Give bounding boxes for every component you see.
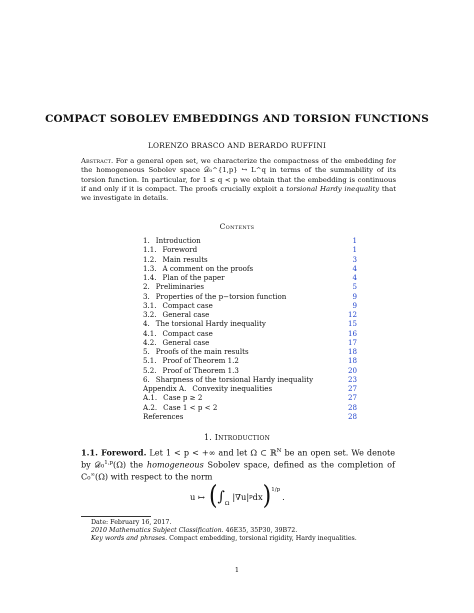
toc-entry[interactable]	[143, 319, 357, 328]
toc-entry[interactable]	[143, 245, 357, 254]
toc-entry-title: Proofs of the main results	[155, 347, 249, 356]
toc-entry[interactable]	[143, 412, 357, 421]
toc-entry[interactable]	[143, 264, 357, 273]
toc-entry[interactable]	[143, 236, 357, 245]
footnote-rule	[81, 516, 151, 517]
eq-left-paren: (	[208, 481, 218, 512]
foreword-text-4: Sobolev space, defined as the completion of C₀	[81, 459, 395, 482]
abstract-emph: torsional Hardy inequality	[286, 184, 380, 193]
foreword-text-1: Let 1 < p < +∞ and let Ω ⊂ ℝ	[146, 447, 277, 458]
foreword-sup-1p: 1,p	[104, 460, 114, 467]
eq-sub: Ω	[224, 501, 230, 507]
footnote-kw-text: Compact embedding, torsional rigidity, Hardy inequalities.	[167, 535, 357, 543]
toc-entry-number: 1.3.	[143, 263, 157, 273]
toc-entry[interactable]	[143, 301, 357, 310]
toc-entry-title: Preliminaries	[155, 282, 204, 292]
toc-entry-number: A.2.	[143, 402, 158, 412]
toc-entry[interactable]	[143, 338, 357, 347]
toc-entry[interactable]	[143, 347, 357, 356]
abstract	[81, 157, 396, 203]
toc-entry-page-link[interactable]: 17	[347, 337, 357, 347]
foreword-text-3: (Ω) the	[113, 459, 147, 470]
toc-entry-title: Sharpness of the torsional Hardy inequality	[155, 374, 314, 384]
toc-entry-title: Convexity inequalities	[192, 384, 273, 393]
toc-entry-title: Foreword	[162, 245, 198, 255]
toc-entry[interactable]	[143, 366, 357, 375]
toc-entry-title: Proof of Theorem 1.2	[162, 356, 239, 366]
foreword-sup-inf: ∞	[90, 472, 96, 479]
toc-entry-page-link[interactable]: 27	[347, 393, 357, 403]
foreword-emph: homogeneous	[146, 459, 204, 470]
toc-entry-number: 1.4.	[143, 273, 157, 282]
toc-entry-title: Proof of Theorem 1.3	[162, 365, 239, 375]
toc-entry-title: Case p ≥ 2	[163, 393, 203, 403]
toc-entry[interactable]	[143, 384, 357, 393]
toc-entry-page-link[interactable]: 1	[352, 236, 357, 245]
toc-entry-number: 6.	[143, 374, 150, 384]
eq-integrand: |∇u|	[232, 492, 250, 502]
toc-entry-title: A comment on the proofs	[162, 263, 254, 273]
toc-entry-number: A.1.	[143, 393, 158, 403]
paper-title: COMPACT SOBOLEV EMBEDDINGS AND TORSION FUNCTIONS	[45, 113, 429, 125]
toc-entry-page-link[interactable]: 28	[347, 402, 357, 412]
toc-entry-title: Case 1 < p < 2	[163, 402, 218, 412]
toc-entry[interactable]	[143, 375, 357, 384]
toc-entry-number: 3.	[143, 291, 150, 301]
toc-entry-page-link[interactable]: 9	[352, 300, 357, 310]
toc-entry-title: Main results	[162, 254, 208, 264]
footnote-msc-codes: 46E35, 35P30, 39B72.	[223, 527, 298, 535]
display-equation	[190, 482, 285, 512]
footnote-msc	[81, 527, 401, 535]
eq-lhs: u ↦	[190, 492, 205, 502]
toc-entry-title: Plan of the paper	[162, 273, 225, 282]
eq-dx: dx	[252, 492, 263, 502]
toc-entry-number: 5.	[143, 347, 150, 356]
authors: LORENZO BRASCO AND BERARDO RUFFINI	[147, 141, 327, 150]
foreword-text-5: (Ω) with respect to the norm	[95, 471, 213, 482]
toc-entry-page-link[interactable]: 12	[347, 310, 357, 319]
toc-entry-number: 3.1.	[143, 300, 157, 310]
section-number: 1.	[203, 433, 213, 442]
toc-entry-page-link[interactable]: 20	[347, 365, 357, 375]
toc-entry-page-link[interactable]: 4	[352, 263, 357, 273]
toc-entry-number: 1.1.	[143, 245, 157, 255]
section-heading	[0, 433, 474, 442]
toc-entry-page-link[interactable]: 16	[347, 328, 357, 338]
toc-entry-page-link[interactable]: 3	[352, 254, 357, 264]
toc-entry-page-link[interactable]: 1	[352, 245, 357, 255]
toc-entry-title: Properties of the p−torsion function	[155, 291, 287, 301]
toc-entry-title: General case	[162, 337, 210, 347]
section-title: Introduction	[214, 433, 271, 442]
toc-entry-title: Compact case	[162, 328, 213, 338]
toc-entry-number: 1.	[143, 236, 150, 245]
toc-entry-page-link[interactable]: 18	[347, 356, 357, 366]
toc-entry-title: Compact case	[162, 300, 213, 310]
toc-entry-page-link[interactable]: 15	[347, 319, 357, 329]
toc-entry-page-link[interactable]: 5	[352, 282, 357, 292]
footnote-kw-label: Key words and phrases.	[91, 535, 168, 543]
footnote-date: Date: February 16, 2017.	[91, 519, 172, 526]
toc-entry-number: 2.	[143, 282, 150, 292]
foreword-paragraph	[81, 446, 395, 482]
foreword-text-2: be an open set. We denote by 𝒟₀	[81, 447, 395, 470]
eq-power: p	[249, 494, 253, 500]
toc-entry-number: Appendix A.	[143, 384, 187, 393]
toc-entry-number: 4.2.	[143, 337, 157, 347]
toc-entry-page-link[interactable]: 9	[352, 291, 357, 301]
abstract-text-2: in terms of the summability of its torsion function. In particular, for 1 ≤ q < p we obtain that the embedding is continuous if and only if it is compact. The proofs crucially exploit a	[81, 166, 396, 193]
abstract-space: 𝒟₀^{1,p} ↪ L^q	[203, 166, 266, 175]
toc-entry[interactable]	[143, 403, 357, 412]
toc-entry-page-link[interactable]: 18	[347, 347, 357, 356]
footnotes	[81, 519, 401, 543]
toc-entry[interactable]	[143, 329, 357, 338]
toc-entry-page-link[interactable]: 23	[347, 374, 357, 384]
page-number: 1	[234, 566, 240, 574]
toc-entry[interactable]	[143, 273, 357, 282]
contents-heading: Contents	[219, 222, 255, 231]
toc-entry-title: References	[143, 411, 184, 421]
toc-entry[interactable]	[143, 255, 357, 264]
eq-outer-exp: 1/p	[271, 487, 281, 493]
toc-entry[interactable]	[143, 310, 357, 319]
toc-entry[interactable]	[143, 393, 357, 402]
toc-entry[interactable]	[143, 282, 357, 291]
eq-end: .	[282, 492, 285, 502]
foreword-sup-n: N	[276, 448, 282, 454]
eq-right-paren: )	[262, 481, 272, 512]
toc-entry[interactable]	[143, 356, 357, 365]
toc-entry-title: Introduction	[155, 236, 201, 245]
abstract-text-3: that we investigate in details.	[81, 184, 396, 203]
table-of-contents	[143, 236, 357, 421]
abstract-label: Abstract.	[81, 157, 114, 165]
toc-entry[interactable]	[143, 292, 357, 301]
toc-entry-number: 4.1.	[143, 328, 157, 338]
footnote-msc-label: 2010 Mathematics Subject Classification.	[91, 527, 224, 535]
toc-entry-page-link[interactable]: 4	[352, 273, 357, 282]
toc-entry-title: General case	[162, 310, 210, 319]
toc-entry-number: 5.2.	[143, 365, 157, 375]
toc-entry-title: The torsional Hardy inequality	[155, 319, 266, 329]
toc-entry-number: 1.2.	[143, 254, 157, 264]
eq-integral: ∫	[217, 489, 225, 505]
footnote-keywords	[81, 535, 401, 543]
toc-entry-number: 4.	[143, 319, 150, 329]
toc-entry-page-link[interactable]: 27	[347, 384, 357, 393]
toc-entry-number: 5.1.	[143, 356, 157, 366]
foreword-label: 1.1. Foreword.	[81, 447, 147, 458]
toc-entry-number: 3.2.	[143, 310, 157, 319]
abstract-text-1: For a general open set, we characterize the compactness of the embedding for the homogeneous Sobolev space	[81, 157, 396, 175]
toc-entry-page-link[interactable]: 28	[347, 411, 357, 421]
